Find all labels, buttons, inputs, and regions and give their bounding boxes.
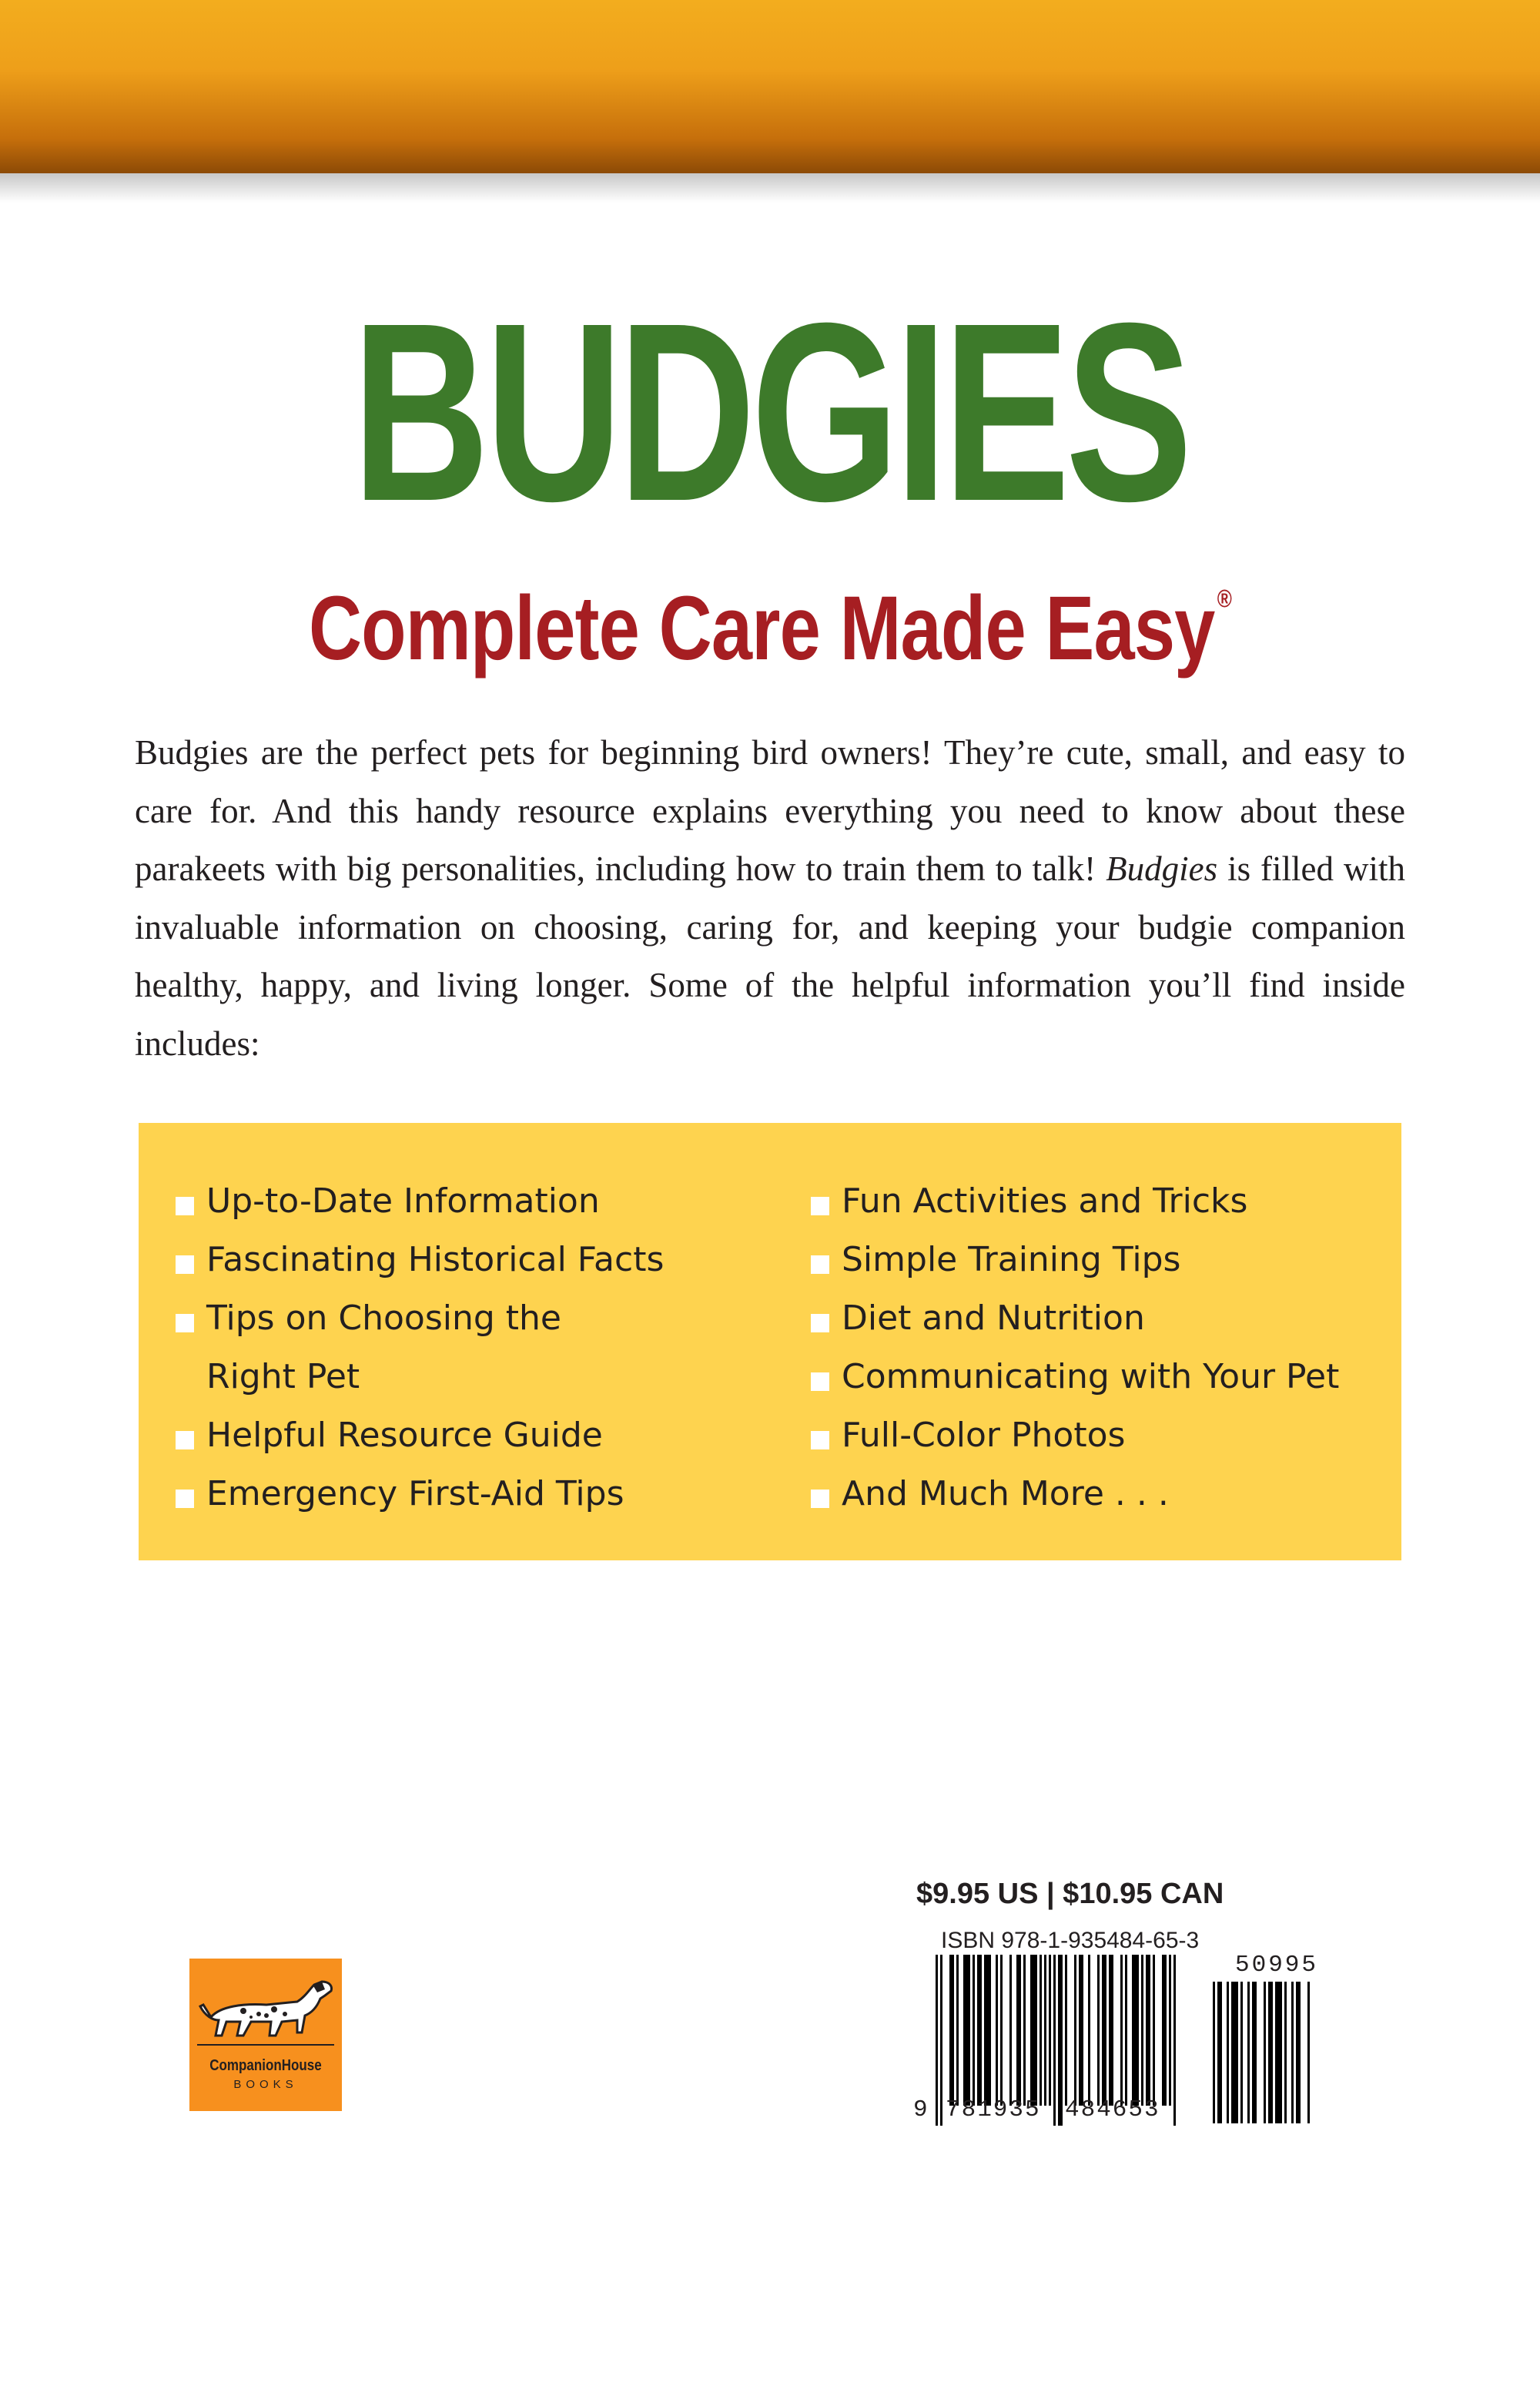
book-title: BUDGIES	[352, 270, 1188, 554]
barcode-bar	[1040, 1955, 1042, 2106]
intro-paragraph	[135, 724, 1405, 1074]
barcode-bar	[1141, 1955, 1143, 2106]
barcode-bar	[1044, 1955, 1046, 2106]
feature-item	[811, 1348, 1396, 1406]
barcode-bar	[1023, 1955, 1026, 2106]
barcode-bar	[1291, 1982, 1294, 2123]
top-gold-band	[0, 0, 1540, 173]
feature-label: Simple Training Tips	[842, 1240, 1181, 1279]
bullet-square-icon	[176, 1431, 194, 1449]
feature-item	[176, 1231, 776, 1289]
registered-mark: ®	[1217, 585, 1232, 612]
publisher-logo	[189, 1959, 342, 2111]
barcode-bar	[1053, 1955, 1056, 2126]
barcode-bar	[1153, 1955, 1155, 2106]
barcode-bar	[1146, 1955, 1150, 2106]
bullet-square-icon	[176, 1197, 194, 1215]
book-subtitle	[146, 579, 1394, 679]
feature-list-left	[176, 1172, 776, 1523]
bullet-square-icon	[176, 1255, 194, 1274]
barcode-bar	[1247, 1982, 1250, 2123]
barcode-bar	[1000, 1955, 1003, 2106]
barcode-bar	[1097, 1955, 1100, 2106]
barcode-bar	[1162, 1955, 1167, 2106]
feature-list-box	[139, 1123, 1401, 1560]
feature-item	[176, 1406, 776, 1465]
bullet-square-icon	[811, 1490, 829, 1508]
barcode-bar	[1213, 1982, 1215, 2123]
isbn-label: ISBN 978-1-935484-65-3	[941, 1928, 1200, 1953]
barcode-bar	[940, 1955, 942, 2126]
barcode-bar	[1284, 1982, 1287, 2123]
bullet-square-icon	[811, 1431, 829, 1449]
barcode-bar	[949, 1955, 954, 2106]
barcode-bar	[1088, 1955, 1090, 2106]
bullet-square-icon	[176, 1314, 194, 1332]
intro-part-1: Budgies are the perfect pets for beginning bird owners! They’re cute, small, and easy to care for. And this handy resource explains everything you need to know about these parakeets with big personalities, including how to train them to talk!	[135, 733, 1405, 889]
feature-item	[811, 1289, 1396, 1348]
barcode-bar	[973, 1955, 975, 2106]
barcode-bar	[1079, 1955, 1083, 2106]
intro-title-italic: Budgies	[1106, 850, 1218, 889]
barcode-bar	[984, 1955, 991, 2106]
barcode-lead-digit: 9	[913, 2096, 929, 2123]
barcode-bar	[1252, 1982, 1257, 2123]
barcode-bar	[936, 1955, 938, 2126]
barcode-bar	[1173, 1955, 1176, 2126]
feature-item	[176, 1465, 776, 1523]
feature-label: And Much More . . .	[842, 1474, 1169, 1513]
feature-item	[811, 1406, 1396, 1465]
barcode-bar	[1307, 1982, 1310, 2123]
bullet-square-icon	[811, 1255, 829, 1274]
barcode-bar	[1049, 1955, 1051, 2106]
barcode-bar	[1058, 1955, 1063, 2126]
feature-list-right	[811, 1172, 1396, 1523]
barcode-bar	[1231, 1982, 1238, 2123]
barcode-bar	[1009, 1955, 1012, 2106]
feature-item	[811, 1465, 1396, 1523]
pointer-dog-icon	[189, 1959, 342, 2059]
barcode-bar	[1275, 1982, 1282, 2123]
intro-part-2: is filled with invaluable information on choosing, caring for, and keeping your budgie companion healthy, happy, and living longer. Some of the helpful information you’ll find inside includes:	[135, 850, 1405, 1063]
barcode-bar	[977, 1955, 982, 2106]
barcode-bar	[1132, 1955, 1139, 2106]
barcode-bar	[1217, 1982, 1222, 2123]
bullet-square-icon	[811, 1314, 829, 1332]
price-code-digits: 50995	[1235, 1952, 1319, 1979]
publisher-sub: BOOKS	[233, 2078, 298, 2091]
barcode-bar	[1016, 1955, 1021, 2106]
barcode-bar	[1109, 1955, 1113, 2106]
barcode-digits-right: 484653	[1065, 2096, 1160, 2123]
barcode-bar	[1030, 1955, 1037, 2106]
feature-label: Full-Color Photos	[842, 1416, 1126, 1455]
feature-label: Diet and Nutrition	[842, 1299, 1145, 1338]
feature-item	[176, 1289, 576, 1406]
top-band-shadow	[0, 173, 1540, 203]
barcode-bar	[1074, 1955, 1076, 2106]
feature-item	[176, 1172, 776, 1231]
barcode-bar	[956, 1955, 959, 2106]
feature-item	[811, 1231, 1396, 1289]
barcode-bar	[1120, 1955, 1123, 2106]
barcode-bar	[1125, 1955, 1127, 2106]
barcode-bar	[1169, 1955, 1171, 2106]
publisher-name: CompanionHouse	[209, 2057, 322, 2074]
bullet-square-icon	[176, 1490, 194, 1508]
bullet-square-icon	[811, 1197, 829, 1215]
feature-label: Tips on Choosing the Right Pet	[206, 1299, 561, 1396]
price-label: $9.95 US | $10.95 CAN	[916, 1878, 1224, 1910]
barcode-bar	[996, 1955, 998, 2106]
price-barcode	[1213, 1982, 1322, 2128]
feature-label: Fun Activities and Tricks	[842, 1181, 1248, 1221]
feature-label: Emergency First-Aid Tips	[206, 1474, 624, 1513]
barcode-bar	[1268, 1982, 1273, 2123]
barcode-bar	[1102, 1955, 1106, 2106]
barcode-bar	[963, 1955, 970, 2106]
feature-label: Up-to-Date Information	[206, 1181, 600, 1221]
barcode-bar	[1264, 1982, 1266, 2123]
barcode-bar	[1227, 1982, 1229, 2123]
subtitle-text: Complete Care Made Easy	[308, 578, 1215, 679]
bullet-square-icon	[811, 1372, 829, 1391]
feature-label: Communicating with Your Pet	[842, 1357, 1340, 1396]
barcode-bar	[1296, 1982, 1301, 2123]
barcode-bar	[1065, 1955, 1067, 2106]
barcode-digits-left: 781935	[946, 2096, 1041, 2123]
feature-label: Helpful Resource Guide	[206, 1416, 603, 1455]
feature-label: Fascinating Historical Facts	[206, 1240, 665, 1279]
feature-item	[811, 1172, 1396, 1231]
barcode-bar	[1240, 1982, 1243, 2123]
